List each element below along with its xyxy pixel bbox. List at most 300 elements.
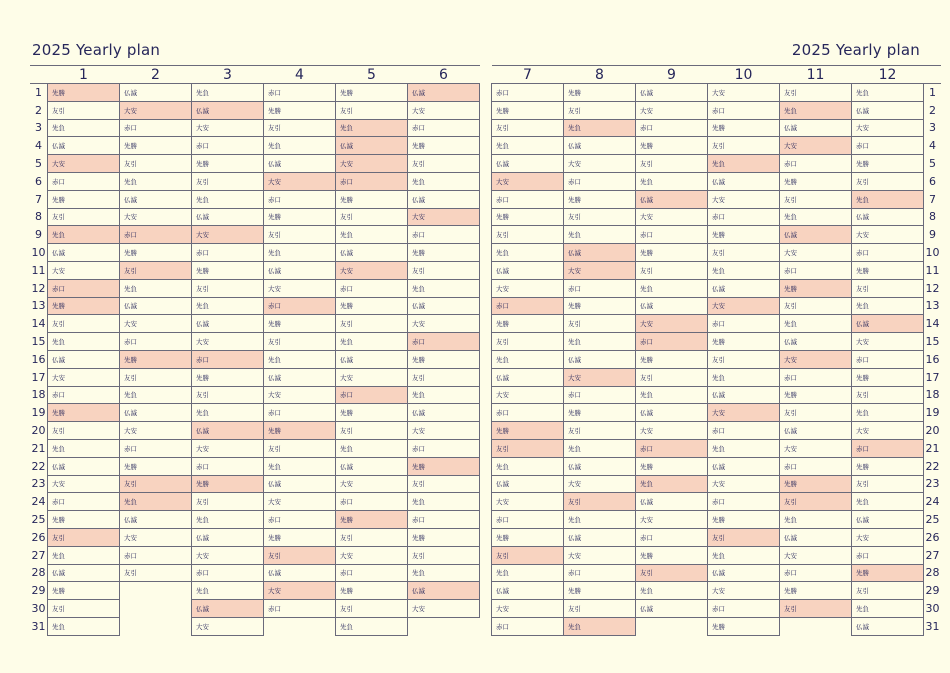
rokuyo-cell: 赤口 bbox=[192, 350, 264, 368]
rokuyo-cell: 先勝 bbox=[852, 368, 924, 386]
month-header-12: 12 bbox=[852, 66, 924, 84]
rokuyo-cell: 先勝 bbox=[408, 350, 480, 368]
rokuyo-cell: 友引 bbox=[564, 493, 636, 511]
rokuyo-cell: 大安 bbox=[192, 119, 264, 137]
rokuyo-cell: 仏滅 bbox=[408, 84, 480, 102]
month-header-5: 5 bbox=[336, 66, 408, 84]
day-row bbox=[492, 101, 942, 119]
rokuyo-cell: 友引 bbox=[852, 386, 924, 404]
rokuyo-cell: 先勝 bbox=[780, 582, 852, 600]
empty-cell bbox=[408, 617, 480, 635]
rokuyo-cell: 仏滅 bbox=[336, 457, 408, 475]
rokuyo-cell: 仏滅 bbox=[708, 279, 780, 297]
rokuyo-cell: 赤口 bbox=[264, 84, 336, 102]
rokuyo-cell: 友引 bbox=[852, 172, 924, 190]
rokuyo-cell: 赤口 bbox=[48, 493, 120, 511]
month-header-1: 1 bbox=[48, 66, 120, 84]
rokuyo-cell: 仏滅 bbox=[192, 315, 264, 333]
rokuyo-cell: 大安 bbox=[708, 84, 780, 102]
rokuyo-cell: 赤口 bbox=[264, 297, 336, 315]
rokuyo-cell: 先勝 bbox=[48, 404, 120, 422]
day-row bbox=[30, 617, 480, 635]
rokuyo-cell: 友引 bbox=[780, 404, 852, 422]
rokuyo-cell: 赤口 bbox=[708, 493, 780, 511]
rokuyo-cell: 仏滅 bbox=[408, 297, 480, 315]
day-row bbox=[30, 439, 480, 457]
rokuyo-cell: 大安 bbox=[852, 528, 924, 546]
rokuyo-cell: 先勝 bbox=[636, 457, 708, 475]
rokuyo-cell: 仏滅 bbox=[192, 101, 264, 119]
day-row bbox=[30, 600, 480, 618]
rokuyo-cell: 先負 bbox=[636, 475, 708, 493]
rokuyo-cell: 仏滅 bbox=[780, 528, 852, 546]
rokuyo-cell: 大安 bbox=[192, 439, 264, 457]
day-number: 18 bbox=[925, 388, 940, 402]
rokuyo-cell: 仏滅 bbox=[708, 386, 780, 404]
rokuyo-cell: 仏滅 bbox=[636, 84, 708, 102]
rokuyo-cell: 先勝 bbox=[708, 511, 780, 529]
rokuyo-cell: 先勝 bbox=[336, 297, 408, 315]
rokuyo-cell: 先勝 bbox=[48, 511, 120, 529]
day-number: 16 bbox=[925, 352, 940, 366]
rokuyo-cell: 友引 bbox=[120, 368, 192, 386]
rokuyo-cell: 先勝 bbox=[564, 190, 636, 208]
day-row bbox=[492, 386, 942, 404]
month-header-7: 7 bbox=[492, 66, 564, 84]
rokuyo-cell: 友引 bbox=[636, 368, 708, 386]
rokuyo-cell: 仏滅 bbox=[852, 101, 924, 119]
day-number: 27 bbox=[31, 548, 46, 562]
rokuyo-cell: 赤口 bbox=[636, 528, 708, 546]
rokuyo-cell: 先勝 bbox=[264, 422, 336, 440]
rokuyo-cell: 先負 bbox=[192, 190, 264, 208]
rokuyo-cell: 赤口 bbox=[120, 333, 192, 351]
rokuyo-cell: 仏滅 bbox=[492, 475, 564, 493]
rokuyo-cell: 大安 bbox=[192, 226, 264, 244]
rokuyo-cell: 先勝 bbox=[708, 226, 780, 244]
day-number: 3 bbox=[35, 121, 42, 135]
rokuyo-cell: 友引 bbox=[336, 315, 408, 333]
day-number: 9 bbox=[929, 228, 936, 242]
day-row bbox=[492, 333, 942, 351]
month-header-3: 3 bbox=[192, 66, 264, 84]
day-number: 20 bbox=[925, 424, 940, 438]
day-row bbox=[492, 119, 942, 137]
day-number: 25 bbox=[31, 513, 46, 527]
rokuyo-cell: 赤口 bbox=[636, 439, 708, 457]
rokuyo-cell: 大安 bbox=[780, 350, 852, 368]
day-number: 13 bbox=[31, 299, 46, 313]
rokuyo-cell: 友引 bbox=[264, 333, 336, 351]
rokuyo-cell: 赤口 bbox=[120, 546, 192, 564]
rokuyo-cell: 大安 bbox=[852, 226, 924, 244]
rokuyo-cell: 先勝 bbox=[708, 119, 780, 137]
rokuyo-cell: 先勝 bbox=[852, 457, 924, 475]
rokuyo-cell: 赤口 bbox=[264, 600, 336, 618]
rokuyo-cell: 赤口 bbox=[336, 564, 408, 582]
rokuyo-cell: 先勝 bbox=[564, 297, 636, 315]
rokuyo-cell: 友引 bbox=[192, 493, 264, 511]
rokuyo-cell: 赤口 bbox=[636, 226, 708, 244]
rokuyo-cell: 赤口 bbox=[120, 119, 192, 137]
day-row bbox=[30, 528, 480, 546]
rokuyo-cell: 先負 bbox=[408, 172, 480, 190]
day-row bbox=[492, 297, 942, 315]
empty-cell bbox=[264, 617, 336, 635]
rokuyo-cell: 先勝 bbox=[492, 528, 564, 546]
rokuyo-cell: 友引 bbox=[120, 261, 192, 279]
rokuyo-cell: 先負 bbox=[852, 493, 924, 511]
rokuyo-cell: 先負 bbox=[408, 279, 480, 297]
rokuyo-cell: 先負 bbox=[48, 333, 120, 351]
rokuyo-cell: 赤口 bbox=[780, 261, 852, 279]
rokuyo-cell: 赤口 bbox=[492, 297, 564, 315]
rokuyo-cell: 大安 bbox=[192, 333, 264, 351]
rokuyo-cell: 大安 bbox=[264, 386, 336, 404]
rokuyo-cell: 友引 bbox=[48, 600, 120, 618]
day-row bbox=[492, 84, 942, 102]
day-row bbox=[492, 528, 942, 546]
day-number: 30 bbox=[925, 602, 940, 615]
rokuyo-cell: 大安 bbox=[780, 439, 852, 457]
day-number: 16 bbox=[31, 352, 46, 366]
day-row bbox=[492, 404, 942, 422]
rokuyo-cell: 先負 bbox=[564, 333, 636, 351]
rokuyo-cell: 仏滅 bbox=[492, 582, 564, 600]
day-row bbox=[492, 315, 942, 333]
rokuyo-cell: 友引 bbox=[264, 226, 336, 244]
rokuyo-cell: 先勝 bbox=[48, 582, 120, 600]
rokuyo-cell: 大安 bbox=[492, 172, 564, 190]
day-row bbox=[30, 297, 480, 315]
rokuyo-cell: 先勝 bbox=[852, 564, 924, 582]
day-number: 14 bbox=[31, 317, 46, 331]
day-number: 28 bbox=[31, 566, 46, 580]
rokuyo-cell: 大安 bbox=[408, 600, 480, 618]
rokuyo-cell: 赤口 bbox=[408, 333, 480, 351]
rokuyo-cell: 大安 bbox=[708, 582, 780, 600]
rokuyo-cell: 先勝 bbox=[636, 244, 708, 262]
rokuyo-cell: 仏滅 bbox=[780, 226, 852, 244]
day-number: 6 bbox=[35, 174, 42, 188]
rokuyo-cell: 大安 bbox=[48, 475, 120, 493]
rokuyo-cell: 友引 bbox=[120, 475, 192, 493]
rokuyo-cell: 仏滅 bbox=[192, 528, 264, 546]
rokuyo-cell: 先負 bbox=[852, 404, 924, 422]
rokuyo-cell: 先負 bbox=[780, 101, 852, 119]
rokuyo-cell: 友引 bbox=[408, 546, 480, 564]
day-row bbox=[30, 422, 480, 440]
rokuyo-cell: 先負 bbox=[48, 439, 120, 457]
rokuyo-cell: 大安 bbox=[636, 511, 708, 529]
rokuyo-cell: 先負 bbox=[492, 457, 564, 475]
rokuyo-cell: 仏滅 bbox=[636, 600, 708, 618]
rokuyo-cell: 友引 bbox=[408, 155, 480, 173]
day-number: 26 bbox=[31, 530, 46, 544]
rokuyo-cell: 先負 bbox=[120, 172, 192, 190]
day-row bbox=[492, 564, 942, 582]
rokuyo-cell: 大安 bbox=[192, 546, 264, 564]
rokuyo-cell: 先負 bbox=[408, 493, 480, 511]
rokuyo-cell: 仏滅 bbox=[852, 511, 924, 529]
rokuyo-cell: 友引 bbox=[264, 119, 336, 137]
rokuyo-cell: 友引 bbox=[708, 350, 780, 368]
rokuyo-cell: 赤口 bbox=[120, 226, 192, 244]
rokuyo-cell: 赤口 bbox=[336, 386, 408, 404]
rokuyo-cell: 赤口 bbox=[492, 84, 564, 102]
rokuyo-cell: 先負 bbox=[852, 190, 924, 208]
rokuyo-cell: 先負 bbox=[264, 244, 336, 262]
rokuyo-cell: 先負 bbox=[780, 208, 852, 226]
month-header-6: 6 bbox=[408, 66, 480, 84]
day-row bbox=[30, 564, 480, 582]
day-row bbox=[492, 155, 942, 173]
rokuyo-cell: 友引 bbox=[48, 422, 120, 440]
rokuyo-cell: 先勝 bbox=[564, 84, 636, 102]
day-number: 4 bbox=[35, 139, 42, 153]
rokuyo-cell: 仏滅 bbox=[564, 137, 636, 155]
day-row bbox=[30, 101, 480, 119]
rokuyo-cell: 赤口 bbox=[336, 279, 408, 297]
rokuyo-cell: 赤口 bbox=[636, 119, 708, 137]
day-row bbox=[492, 546, 942, 564]
rokuyo-cell: 大安 bbox=[336, 475, 408, 493]
rokuyo-cell: 先勝 bbox=[264, 528, 336, 546]
rokuyo-cell: 大安 bbox=[852, 119, 924, 137]
rokuyo-cell: 先勝 bbox=[852, 261, 924, 279]
empty-cell bbox=[120, 600, 192, 618]
rokuyo-cell: 先負 bbox=[408, 386, 480, 404]
rokuyo-cell: 友引 bbox=[780, 190, 852, 208]
rokuyo-cell: 赤口 bbox=[852, 546, 924, 564]
month-header-4: 4 bbox=[264, 66, 336, 84]
day-row bbox=[30, 226, 480, 244]
day-number: 9 bbox=[35, 228, 42, 242]
rokuyo-cell: 友引 bbox=[708, 244, 780, 262]
rokuyo-cell: 赤口 bbox=[264, 190, 336, 208]
day-number: 29 bbox=[31, 584, 46, 598]
rokuyo-cell: 先負 bbox=[636, 386, 708, 404]
day-number: 12 bbox=[31, 281, 46, 295]
rokuyo-cell: 友引 bbox=[780, 600, 852, 618]
rokuyo-cell: 仏滅 bbox=[564, 457, 636, 475]
rokuyo-cell: 先負 bbox=[708, 368, 780, 386]
rokuyo-cell: 赤口 bbox=[564, 279, 636, 297]
rokuyo-cell: 大安 bbox=[336, 546, 408, 564]
rokuyo-cell: 友引 bbox=[48, 315, 120, 333]
rokuyo-cell: 仏滅 bbox=[492, 155, 564, 173]
day-row bbox=[492, 617, 942, 635]
rokuyo-cell: 大安 bbox=[708, 404, 780, 422]
rokuyo-cell: 大安 bbox=[48, 155, 120, 173]
rokuyo-cell: 大安 bbox=[120, 422, 192, 440]
day-row bbox=[30, 84, 480, 102]
rokuyo-cell: 先勝 bbox=[408, 457, 480, 475]
day-number: 30 bbox=[31, 602, 46, 615]
rokuyo-cell: 大安 bbox=[48, 261, 120, 279]
day-number: 15 bbox=[31, 335, 46, 349]
rokuyo-cell: 赤口 bbox=[708, 600, 780, 618]
rokuyo-cell: 仏滅 bbox=[336, 137, 408, 155]
day-number: 29 bbox=[925, 584, 940, 598]
rokuyo-cell: 先勝 bbox=[336, 84, 408, 102]
day-number: 5 bbox=[35, 157, 42, 171]
rokuyo-cell: 大安 bbox=[492, 386, 564, 404]
month-header-2: 2 bbox=[120, 66, 192, 84]
rokuyo-cell: 赤口 bbox=[708, 101, 780, 119]
day-number: 17 bbox=[925, 370, 940, 384]
rokuyo-cell: 赤口 bbox=[780, 155, 852, 173]
rokuyo-cell: 仏滅 bbox=[48, 457, 120, 475]
rokuyo-cell: 先負 bbox=[564, 511, 636, 529]
rokuyo-cell: 仏滅 bbox=[708, 172, 780, 190]
rokuyo-cell: 先勝 bbox=[48, 297, 120, 315]
day-row bbox=[30, 208, 480, 226]
day-row bbox=[30, 333, 480, 351]
rokuyo-cell: 友引 bbox=[192, 172, 264, 190]
rokuyo-cell: 赤口 bbox=[336, 493, 408, 511]
rokuyo-cell: 赤口 bbox=[852, 244, 924, 262]
rokuyo-cell: 先勝 bbox=[336, 190, 408, 208]
rokuyo-cell: 大安 bbox=[120, 101, 192, 119]
day-number: 20 bbox=[31, 424, 46, 438]
rokuyo-cell: 友引 bbox=[48, 208, 120, 226]
rokuyo-cell: 友引 bbox=[564, 422, 636, 440]
rokuyo-cell: 友引 bbox=[408, 368, 480, 386]
rokuyo-cell: 先勝 bbox=[408, 528, 480, 546]
rokuyo-cell: 大安 bbox=[408, 422, 480, 440]
day-row bbox=[492, 493, 942, 511]
rokuyo-cell: 先勝 bbox=[408, 244, 480, 262]
rokuyo-cell: 先勝 bbox=[780, 475, 852, 493]
rokuyo-cell: 赤口 bbox=[192, 457, 264, 475]
day-number: 11 bbox=[31, 263, 46, 277]
rokuyo-cell: 先勝 bbox=[408, 137, 480, 155]
rokuyo-cell: 先負 bbox=[708, 155, 780, 173]
rokuyo-cell: 先負 bbox=[264, 137, 336, 155]
rokuyo-cell: 仏滅 bbox=[336, 244, 408, 262]
day-number: 8 bbox=[35, 210, 42, 224]
day-row bbox=[492, 279, 942, 297]
rokuyo-cell: 仏滅 bbox=[408, 404, 480, 422]
day-row bbox=[30, 172, 480, 190]
rokuyo-cell: 先負 bbox=[120, 279, 192, 297]
rokuyo-cell: 先負 bbox=[120, 493, 192, 511]
rokuyo-cell: 先勝 bbox=[780, 386, 852, 404]
day-number: 27 bbox=[925, 548, 940, 562]
rokuyo-cell: 先勝 bbox=[492, 315, 564, 333]
rokuyo-cell: 友引 bbox=[336, 600, 408, 618]
day-number: 22 bbox=[925, 459, 940, 473]
rokuyo-cell: 先負 bbox=[636, 172, 708, 190]
day-number: 6 bbox=[929, 174, 936, 188]
rokuyo-cell: 先負 bbox=[492, 350, 564, 368]
rokuyo-cell: 友引 bbox=[636, 261, 708, 279]
rokuyo-cell: 大安 bbox=[48, 368, 120, 386]
rokuyo-cell: 大安 bbox=[120, 208, 192, 226]
rokuyo-cell: 仏滅 bbox=[120, 404, 192, 422]
day-row bbox=[30, 546, 480, 564]
rokuyo-cell: 赤口 bbox=[564, 564, 636, 582]
rokuyo-cell: 仏滅 bbox=[408, 582, 480, 600]
rokuyo-cell: 先負 bbox=[48, 226, 120, 244]
rokuyo-cell: 赤口 bbox=[492, 404, 564, 422]
day-row bbox=[30, 315, 480, 333]
day-number: 1 bbox=[35, 86, 42, 100]
rokuyo-cell: 仏滅 bbox=[636, 493, 708, 511]
day-number: 19 bbox=[925, 406, 940, 420]
rokuyo-cell: 友引 bbox=[564, 101, 636, 119]
rokuyo-cell: 先負 bbox=[48, 119, 120, 137]
page-title-left: 2025 Yearly plan bbox=[32, 41, 161, 59]
rokuyo-cell: 友引 bbox=[780, 297, 852, 315]
rokuyo-cell: 大安 bbox=[780, 546, 852, 564]
rokuyo-cell: 先負 bbox=[636, 279, 708, 297]
rokuyo-cell: 先勝 bbox=[192, 475, 264, 493]
rokuyo-cell: 赤口 bbox=[492, 190, 564, 208]
rokuyo-cell: 赤口 bbox=[852, 439, 924, 457]
day-row bbox=[492, 368, 942, 386]
rokuyo-cell: 先負 bbox=[780, 511, 852, 529]
rokuyo-cell: 仏滅 bbox=[708, 457, 780, 475]
rokuyo-cell: 先勝 bbox=[192, 155, 264, 173]
rokuyo-cell: 先勝 bbox=[120, 350, 192, 368]
rokuyo-cell: 仏滅 bbox=[852, 617, 924, 635]
rokuyo-cell: 先勝 bbox=[492, 101, 564, 119]
rokuyo-cell: 大安 bbox=[264, 493, 336, 511]
rokuyo-cell: 仏滅 bbox=[264, 261, 336, 279]
rokuyo-cell: 大安 bbox=[636, 422, 708, 440]
rokuyo-cell: 先負 bbox=[708, 439, 780, 457]
rokuyo-cell: 友引 bbox=[336, 422, 408, 440]
rokuyo-cell: 仏滅 bbox=[264, 368, 336, 386]
day-number: 31 bbox=[925, 619, 940, 633]
rokuyo-cell: 友引 bbox=[264, 439, 336, 457]
rokuyo-cell: 先勝 bbox=[852, 155, 924, 173]
rokuyo-cell: 先負 bbox=[336, 439, 408, 457]
day-number: 5 bbox=[929, 157, 936, 171]
rokuyo-cell: 赤口 bbox=[708, 315, 780, 333]
day-row bbox=[30, 119, 480, 137]
day-row bbox=[30, 493, 480, 511]
rokuyo-cell: 赤口 bbox=[264, 511, 336, 529]
rokuyo-cell: 仏滅 bbox=[264, 564, 336, 582]
day-row bbox=[30, 244, 480, 262]
rokuyo-cell: 友引 bbox=[120, 155, 192, 173]
day-row bbox=[492, 350, 942, 368]
rokuyo-cell: 赤口 bbox=[120, 439, 192, 457]
calendar-table-jan-jun bbox=[30, 65, 480, 636]
rokuyo-cell: 仏滅 bbox=[780, 333, 852, 351]
rokuyo-cell: 先負 bbox=[264, 350, 336, 368]
day-row bbox=[30, 368, 480, 386]
month-header-row bbox=[30, 66, 480, 84]
rokuyo-cell: 先負 bbox=[336, 617, 408, 635]
rokuyo-cell: 友引 bbox=[492, 333, 564, 351]
rokuyo-cell: 大安 bbox=[264, 279, 336, 297]
rokuyo-cell: 先負 bbox=[336, 333, 408, 351]
rokuyo-cell: 大安 bbox=[708, 297, 780, 315]
day-row bbox=[492, 439, 942, 457]
day-row bbox=[492, 582, 942, 600]
rokuyo-cell: 大安 bbox=[564, 155, 636, 173]
rokuyo-cell: 仏滅 bbox=[492, 261, 564, 279]
rokuyo-cell: 先負 bbox=[852, 297, 924, 315]
rokuyo-cell: 赤口 bbox=[780, 457, 852, 475]
rokuyo-cell: 仏滅 bbox=[564, 350, 636, 368]
day-row bbox=[30, 155, 480, 173]
rokuyo-cell: 赤口 bbox=[780, 368, 852, 386]
